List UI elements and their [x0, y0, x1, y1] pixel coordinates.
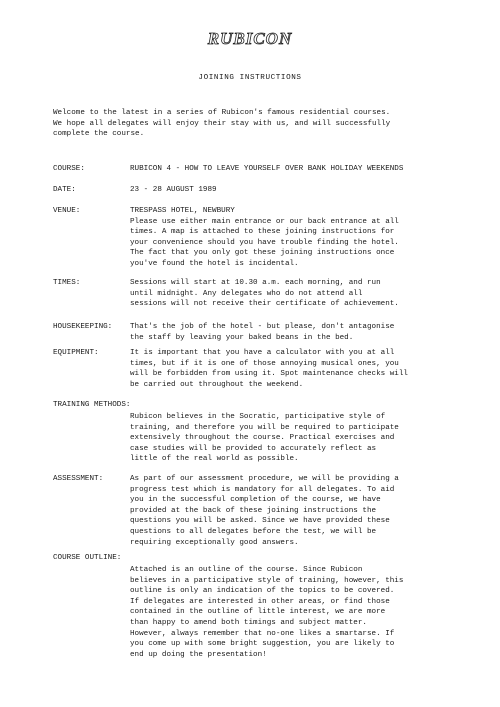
venue-value: TRESPASS HOTEL, NEWBURY Please use either main entrance or our back entrance at all times. A map is attached to these joining instructions for your convenience should you have trouble finding the hotel. The fact that you only got these joining instructions once you've found the hotel is incidental.: [130, 207, 399, 268]
page-title: JOINING INSTRUCTIONS: [198, 74, 302, 82]
assessment-value: As part of our assessment procedure, we will be providing a progress test which is mandatory for all delegates. To aid you in the successful completion of the course, we have provided at the back of these joining instructions the questions you will be asked. Since we have provided these questions to all delegates before the test, we will be requiring exceptionally good answers.: [130, 475, 399, 547]
course-value: RUBICON 4 - HOW TO LEAVE YOURSELF OVER BANK HOLIDAY WEEKENDS: [130, 165, 404, 173]
date-value: 23 - 28 AUGUST 1989: [130, 186, 217, 194]
outline-label: COURSE OUTLINE:: [53, 554, 122, 562]
training-value: Rubicon believes in the Socratic, participative style of training, and therefore you will be required to participate extensively throughout the course. Practical exercises and case studies will be provided to accurately reflect as little of the real world as possible.: [130, 413, 399, 464]
venue-label: VENUE:: [53, 207, 81, 215]
training-label: TRAINING METHODS:: [53, 401, 131, 409]
assessment-label: ASSESSMENT:: [53, 475, 104, 483]
times-label: TIMES:: [53, 279, 81, 287]
date-label: DATE:: [53, 186, 76, 194]
equipment-label: EQUIPMENT:: [53, 349, 99, 357]
intro-paragraph: Welcome to the latest in a series of Rubicon's famous residential courses. We hope all delegates will enjoy their stay with us, and will successfully complete the course.: [53, 109, 391, 139]
housekeeping-label: HOUSEKEEPING:: [53, 323, 113, 331]
outline-value: Attached is an outline of the course. Since Rubicon believes in a participative style of training, however, this outline is only an indication of the topics to be covered. If delegates are interested in other areas, or find those contained in the outline of little interest, we are more than happy to amend both timings and subject matter. However, always remember that no-one likes a smartarse. If you come up with some bright suggestion, you are likely to end up doing the presentation!: [130, 566, 404, 659]
times-value: Sessions will start at 10.30 a.m. each morning, and run until midnight. Any delegates who do not attend all sessions will not receive their certificate of achievement.: [130, 279, 399, 309]
course-label: COURSE:: [53, 165, 85, 173]
equipment-value: It is important that you have a calculator with you at all times, but if it is one of those annoying musical ones, you will be forbidden from using it. Spot maintenance checks will be carried out throughout the weekend.: [130, 349, 408, 389]
logo: RUBICON: [207, 29, 293, 48]
housekeeping-value: That's the job of the hotel - but please, don't antagonise the staff by leaving your baked beans in the bed.: [130, 323, 395, 342]
